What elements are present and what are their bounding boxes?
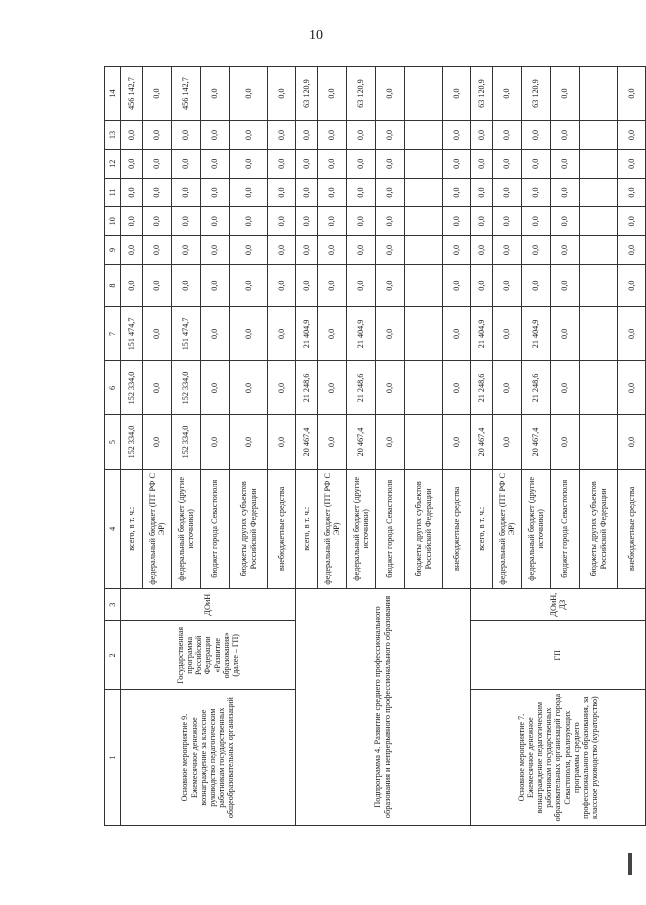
value-cell: 152 334,0 bbox=[172, 361, 201, 415]
value-cell: 0,0 bbox=[172, 236, 201, 265]
column-header-5: 5 bbox=[105, 415, 121, 469]
value-cell: 0,0 bbox=[121, 207, 143, 236]
value-cell: 0,0 bbox=[443, 149, 471, 178]
column-header-6: 6 bbox=[105, 361, 121, 415]
value-cell: 21 404,9 bbox=[296, 307, 318, 361]
value-cell: 0,0 bbox=[318, 361, 347, 415]
value-cell: 0,0 bbox=[376, 149, 405, 178]
value-cell: 21 404,9 bbox=[522, 307, 551, 361]
column-header-14: 14 bbox=[105, 67, 121, 121]
value-cell: 0,0 bbox=[230, 178, 268, 207]
value-cell: 0,0 bbox=[268, 149, 296, 178]
column-header-4: 4 bbox=[105, 469, 121, 589]
value-cell: 0,0 bbox=[493, 207, 522, 236]
value-cell: 21 404,9 bbox=[471, 307, 493, 361]
value-cell: 0,0 bbox=[318, 149, 347, 178]
value-cell: 0,0 bbox=[172, 149, 201, 178]
value-cell: 0,0 bbox=[618, 361, 646, 415]
funding-source: федеральный бюджет (другие источники) bbox=[172, 469, 201, 589]
funding-source: бюджет города Севастополя bbox=[376, 469, 405, 589]
activity9-program: Государственная программа Российской Федерации «Развитие образования» (далее – ГП) bbox=[121, 621, 296, 690]
value-cell: 0,0 bbox=[376, 67, 405, 121]
value-cell: 0,0 bbox=[443, 67, 471, 121]
column-header-3: 3 bbox=[105, 589, 121, 621]
value-cell bbox=[580, 178, 618, 207]
value-cell: 0,0 bbox=[376, 121, 405, 150]
value-cell bbox=[405, 236, 443, 265]
value-cell: 0,0 bbox=[318, 415, 347, 469]
value-cell: 0,0 bbox=[121, 178, 143, 207]
value-cell: 0,0 bbox=[551, 149, 580, 178]
value-cell: 0,0 bbox=[471, 264, 493, 307]
value-cell: 21 248,6 bbox=[296, 361, 318, 415]
value-cell bbox=[405, 415, 443, 469]
value-cell: 0,0 bbox=[230, 307, 268, 361]
value-cell: 0,0 bbox=[172, 178, 201, 207]
value-cell: 0,0 bbox=[493, 415, 522, 469]
funding-source: внебюджетные средства bbox=[618, 469, 646, 589]
value-cell: 63 120,9 bbox=[471, 67, 493, 121]
value-cell bbox=[580, 415, 618, 469]
value-cell: 0,0 bbox=[618, 178, 646, 207]
value-cell: 0,0 bbox=[318, 178, 347, 207]
value-cell: 0,0 bbox=[443, 121, 471, 150]
value-cell bbox=[580, 121, 618, 150]
value-cell: 0,0 bbox=[443, 207, 471, 236]
value-cell: 0,0 bbox=[551, 236, 580, 265]
value-cell: 0,0 bbox=[268, 236, 296, 265]
value-cell: 0,0 bbox=[493, 178, 522, 207]
value-cell: 0,0 bbox=[172, 207, 201, 236]
value-cell: 0,0 bbox=[347, 121, 376, 150]
value-cell: 0,0 bbox=[376, 264, 405, 307]
value-cell: 0,0 bbox=[551, 361, 580, 415]
column-header-9: 9 bbox=[105, 236, 121, 265]
table-row bbox=[296, 67, 318, 826]
value-cell: 63 120,9 bbox=[347, 67, 376, 121]
value-cell: 0,0 bbox=[230, 236, 268, 265]
value-cell: 0,0 bbox=[318, 207, 347, 236]
value-cell bbox=[405, 361, 443, 415]
column-header-1: 1 bbox=[105, 690, 121, 826]
activity9-name: Основное мероприятие 9. Ежемесячное денежное вознаграждение за классное руководство педагогическим работникам государственных общеобразовательных организаций bbox=[121, 690, 296, 826]
value-cell: 0,0 bbox=[296, 236, 318, 265]
value-cell: 0,0 bbox=[618, 264, 646, 307]
value-cell: 0,0 bbox=[618, 67, 646, 121]
value-cell: 0,0 bbox=[493, 236, 522, 265]
value-cell: 0,0 bbox=[201, 415, 230, 469]
value-cell: 0,0 bbox=[551, 415, 580, 469]
value-cell: 0,0 bbox=[230, 149, 268, 178]
value-cell: 20 467,4 bbox=[296, 415, 318, 469]
value-cell: 0,0 bbox=[230, 67, 268, 121]
value-cell: 63 120,9 bbox=[296, 67, 318, 121]
value-cell: 0,0 bbox=[268, 361, 296, 415]
subprogram4-name: Подпрограмма 4. Развитие среднего профессионального образования и непрерывного профессионального образования bbox=[296, 589, 471, 826]
value-cell: 0,0 bbox=[493, 67, 522, 121]
value-cell: 0,0 bbox=[296, 207, 318, 236]
value-cell: 0,0 bbox=[522, 149, 551, 178]
value-cell: 0,0 bbox=[443, 178, 471, 207]
value-cell: 0,0 bbox=[551, 178, 580, 207]
value-cell: 0,0 bbox=[201, 121, 230, 150]
value-cell: 0,0 bbox=[618, 307, 646, 361]
value-cell bbox=[580, 307, 618, 361]
value-cell: 0,0 bbox=[143, 207, 172, 236]
value-cell: 152 334,0 bbox=[121, 361, 143, 415]
value-cell: 0,0 bbox=[121, 149, 143, 178]
page-number: 10 bbox=[309, 28, 323, 43]
value-cell: 0,0 bbox=[143, 149, 172, 178]
value-cell: 0,0 bbox=[522, 121, 551, 150]
value-cell: 0,0 bbox=[618, 149, 646, 178]
value-cell: 0,0 bbox=[376, 415, 405, 469]
value-cell: 0,0 bbox=[143, 361, 172, 415]
value-cell: 0,0 bbox=[201, 307, 230, 361]
value-cell: 0,0 bbox=[493, 264, 522, 307]
value-cell: 0,0 bbox=[551, 121, 580, 150]
value-cell: 0,0 bbox=[121, 236, 143, 265]
header-row bbox=[105, 67, 121, 826]
value-cell: 0,0 bbox=[121, 264, 143, 307]
value-cell: 21 248,6 bbox=[471, 361, 493, 415]
value-cell bbox=[405, 307, 443, 361]
value-cell: 0,0 bbox=[376, 307, 405, 361]
column-header-8: 8 bbox=[105, 264, 121, 307]
value-cell: 0,0 bbox=[143, 178, 172, 207]
value-cell bbox=[405, 178, 443, 207]
value-cell: 20 467,4 bbox=[522, 415, 551, 469]
value-cell: 0,0 bbox=[230, 121, 268, 150]
value-cell: 0,0 bbox=[522, 264, 551, 307]
value-cell: 0,0 bbox=[347, 207, 376, 236]
column-header-2: 2 bbox=[105, 621, 121, 690]
value-cell: 63 120,9 bbox=[522, 67, 551, 121]
value-cell bbox=[580, 361, 618, 415]
value-cell: 21 404,9 bbox=[347, 307, 376, 361]
value-cell: 0,0 bbox=[296, 264, 318, 307]
value-cell: 0,0 bbox=[268, 178, 296, 207]
value-cell bbox=[405, 264, 443, 307]
value-cell: 0,0 bbox=[268, 264, 296, 307]
value-cell: 0,0 bbox=[522, 207, 551, 236]
funding-source: внебюджетные средства bbox=[268, 469, 296, 589]
value-cell: 0,0 bbox=[268, 207, 296, 236]
value-cell: 152 334,0 bbox=[172, 415, 201, 469]
value-cell: 0,0 bbox=[493, 307, 522, 361]
value-cell: 0,0 bbox=[376, 178, 405, 207]
value-cell: 0,0 bbox=[347, 178, 376, 207]
value-cell: 0,0 bbox=[551, 207, 580, 236]
value-cell: 0,0 bbox=[618, 415, 646, 469]
value-cell: 0,0 bbox=[551, 307, 580, 361]
value-cell: 0,0 bbox=[172, 264, 201, 307]
activity9-responsible: ДОиН bbox=[121, 589, 296, 621]
funding-source: федеральный бюджет (ПТ РФ С ЭР) bbox=[143, 469, 172, 589]
value-cell: 0,0 bbox=[201, 361, 230, 415]
value-cell: 0,0 bbox=[230, 264, 268, 307]
value-cell: 0,0 bbox=[618, 121, 646, 150]
value-cell: 0,0 bbox=[493, 149, 522, 178]
value-cell: 0,0 bbox=[268, 415, 296, 469]
value-cell: 456 142,7 bbox=[121, 67, 143, 121]
value-cell: 21 248,6 bbox=[522, 361, 551, 415]
value-cell: 0,0 bbox=[296, 178, 318, 207]
value-cell: 0,0 bbox=[347, 149, 376, 178]
value-cell: 0,0 bbox=[268, 307, 296, 361]
value-cell: 0,0 bbox=[618, 207, 646, 236]
funding-source: бюджеты других субъектов Российской Федерации bbox=[405, 469, 443, 589]
funding-source: всего, в т. ч.: bbox=[471, 469, 493, 589]
value-cell: 20 467,4 bbox=[471, 415, 493, 469]
funding-source: всего, в т. ч.: bbox=[296, 469, 318, 589]
value-cell: 0,0 bbox=[347, 264, 376, 307]
value-cell bbox=[580, 264, 618, 307]
table-row bbox=[471, 67, 493, 826]
value-cell: 0,0 bbox=[347, 236, 376, 265]
value-cell: 152 334,0 bbox=[121, 415, 143, 469]
funding-source: бюджеты других субъектов Российской Федерации bbox=[230, 469, 268, 589]
value-cell: 0,0 bbox=[230, 415, 268, 469]
value-cell: 0,0 bbox=[443, 307, 471, 361]
value-cell: 0,0 bbox=[471, 207, 493, 236]
value-cell: 0,0 bbox=[230, 207, 268, 236]
value-cell: 0,0 bbox=[318, 236, 347, 265]
value-cell: 0,0 bbox=[551, 67, 580, 121]
value-cell bbox=[580, 236, 618, 265]
value-cell: 0,0 bbox=[143, 236, 172, 265]
funding-source: федеральный бюджет (ПТ РФ С ЭР) bbox=[318, 469, 347, 589]
value-cell: 0,0 bbox=[296, 121, 318, 150]
value-cell: 0,0 bbox=[318, 121, 347, 150]
value-cell: 0,0 bbox=[296, 149, 318, 178]
funding-source: бюджет города Севастополя bbox=[201, 469, 230, 589]
value-cell bbox=[580, 67, 618, 121]
value-cell: 0,0 bbox=[376, 361, 405, 415]
value-cell: 0,0 bbox=[493, 121, 522, 150]
value-cell: 0,0 bbox=[143, 264, 172, 307]
value-cell: 456 142,7 bbox=[172, 67, 201, 121]
value-cell: 0,0 bbox=[201, 207, 230, 236]
column-header-11: 11 bbox=[105, 178, 121, 207]
value-cell: 0,0 bbox=[143, 121, 172, 150]
value-cell bbox=[405, 149, 443, 178]
value-cell: 0,0 bbox=[143, 67, 172, 121]
funding-source: бюджеты других субъектов Российской Федерации bbox=[580, 469, 618, 589]
value-cell: 0,0 bbox=[201, 236, 230, 265]
value-cell: 0,0 bbox=[443, 264, 471, 307]
funding-source: всего, в т. ч.: bbox=[121, 469, 143, 589]
table-row bbox=[121, 67, 143, 826]
value-cell: 0,0 bbox=[318, 67, 347, 121]
column-header-10: 10 bbox=[105, 207, 121, 236]
activity7-program: ГП bbox=[471, 621, 646, 690]
value-cell: 0,0 bbox=[618, 236, 646, 265]
value-cell: 0,0 bbox=[376, 207, 405, 236]
column-header-13: 13 bbox=[105, 121, 121, 150]
value-cell bbox=[580, 207, 618, 236]
value-cell: 0,0 bbox=[443, 415, 471, 469]
value-cell: 0,0 bbox=[318, 307, 347, 361]
value-cell: 0,0 bbox=[471, 149, 493, 178]
value-cell: 0,0 bbox=[493, 361, 522, 415]
funding-source: бюджет города Севастополя bbox=[551, 469, 580, 589]
value-cell bbox=[405, 121, 443, 150]
value-cell: 0,0 bbox=[121, 121, 143, 150]
value-cell bbox=[405, 67, 443, 121]
value-cell bbox=[580, 149, 618, 178]
value-cell: 21 248,6 bbox=[347, 361, 376, 415]
value-cell: 0,0 bbox=[201, 178, 230, 207]
value-cell: 0,0 bbox=[522, 236, 551, 265]
value-cell: 0,0 bbox=[318, 264, 347, 307]
rotated-table-container bbox=[104, 66, 636, 826]
funding-source: внебюджетные средства bbox=[443, 469, 471, 589]
page-edge-mark bbox=[628, 853, 632, 875]
funding-source: федеральный бюджет (другие источники) bbox=[522, 469, 551, 589]
value-cell bbox=[405, 207, 443, 236]
value-cell: 0,0 bbox=[172, 121, 201, 150]
funding-source: федеральный бюджет (другие источники) bbox=[347, 469, 376, 589]
financing-table bbox=[104, 66, 646, 826]
value-cell: 0,0 bbox=[551, 264, 580, 307]
funding-source: федеральный бюджет (ПТ РФ С ЭР) bbox=[493, 469, 522, 589]
column-header-7: 7 bbox=[105, 307, 121, 361]
value-cell: 0,0 bbox=[471, 236, 493, 265]
value-cell: 0,0 bbox=[376, 236, 405, 265]
activity7-responsible: ДОиН, ДЗ bbox=[471, 589, 646, 621]
value-cell: 0,0 bbox=[522, 178, 551, 207]
activity7-name: Основное мероприятие 7. Ежемесячное денежное вознаграждение педагогическим работникам государственных образовательных организаций города Севастополя, реализующих программы среднего профессионального образования, за классное руководство (кураторство) bbox=[471, 690, 646, 826]
column-header-12: 12 bbox=[105, 149, 121, 178]
value-cell: 0,0 bbox=[268, 67, 296, 121]
value-cell: 0,0 bbox=[443, 236, 471, 265]
value-cell: 0,0 bbox=[201, 67, 230, 121]
value-cell: 0,0 bbox=[143, 415, 172, 469]
value-cell: 151 474,7 bbox=[121, 307, 143, 361]
value-cell: 0,0 bbox=[443, 361, 471, 415]
value-cell: 0,0 bbox=[471, 178, 493, 207]
value-cell: 151 474,7 bbox=[172, 307, 201, 361]
value-cell: 0,0 bbox=[230, 361, 268, 415]
value-cell: 0,0 bbox=[143, 307, 172, 361]
value-cell: 20 467,4 bbox=[347, 415, 376, 469]
value-cell: 0,0 bbox=[471, 121, 493, 150]
value-cell: 0,0 bbox=[268, 121, 296, 150]
value-cell: 0,0 bbox=[201, 264, 230, 307]
value-cell: 0,0 bbox=[201, 149, 230, 178]
